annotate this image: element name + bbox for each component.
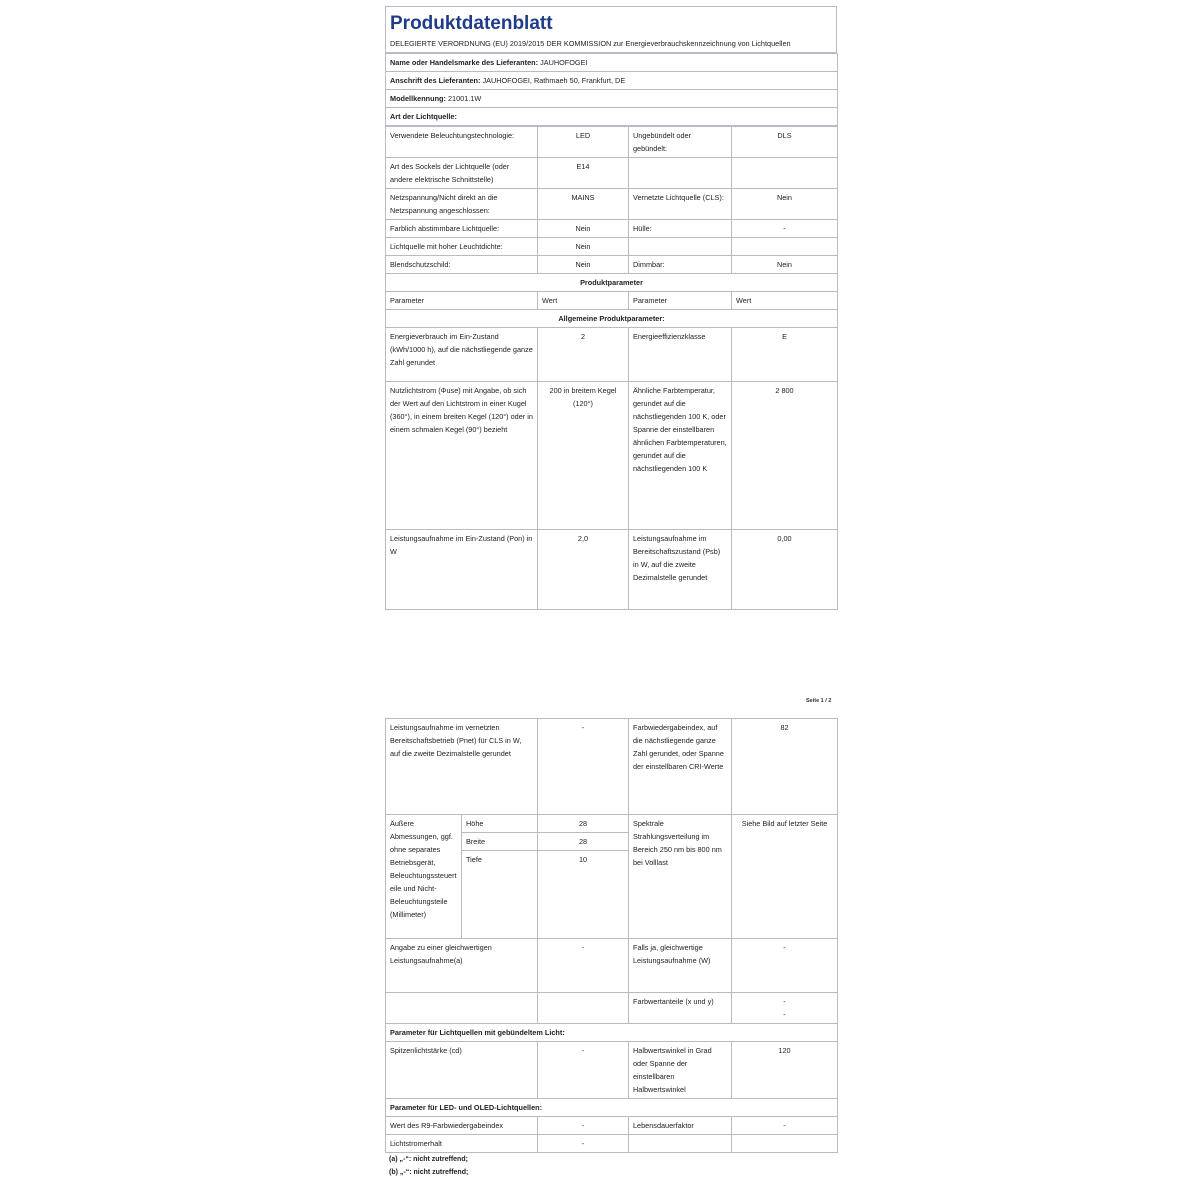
table-row: Leistungsaufnahme im Ein-Zustand (Pon) in W 2,0 Leistungsaufnahme im Bereitschaftszustand (Psb) in W, auf die zweite Dezimalstelle gerundet 0,00 [386,530,838,610]
table-row: Äußere Abmessungen, ggf. ohne separates Betriebsgerät, Beleuchtungssteuerteile und Nicht-Beleuchtungsteile (Millimeter) Höhe 28 Spektrale Strahlungsverteilung im Bereich 250 nm bis 800 nm bei Volllast Siehe Bild auf letzter Seite [386,815,838,833]
document-header [385,6,837,53]
page-1 [385,6,837,679]
page-number: Seite 1 / 2 [806,698,832,704]
light-source-table [385,126,838,610]
light-type-label: Art der Lichtquelle: [386,108,838,126]
parameter-table-continued [385,718,838,1153]
table-row: Nutzlichtstrom (Φuse) mit Angabe, ob sich der Wert auf den Lichtstrom in einer Kugel (360°), in einem breiten Kegel (120°) oder in einem schmalen Kegel (90°) bezieht 200 in breitem Kegel (120°) Ähnliche Farbtemperatur, gerundet auf die nächstliegenden 100 K, oder Spanne der einstellbaren ähnlichen Farbtemperaturen, gerundet auf die nächstliegenden 100 K 2 800 [386,382,838,530]
header-table [385,53,838,126]
page-title: Produktdatenblatt [390,13,553,34]
table-row: Art des Sockels der Lichtquelle (oder andere elektrische Schnittstelle) E14 [386,158,838,189]
table-row: Wert des R9-Farbwiedergabeindex - Lebensdauerfaktor - [386,1117,838,1135]
table-row: Angabe zu einer gleichwertigen Leistungsaufnahme(a) - Falls ja, gleichwertige Leistungsaufnahme (W) - [386,939,838,993]
table-row: Breite 28 [386,833,838,851]
footnote-2: (b) „-“: nicht zutreffend; [389,1169,469,1176]
table-row: Verwendete Beleuchtungstechnologie: LED Ungebündelt oder gebündelt: DLS [386,127,838,158]
table-row: Tiefe 10 [386,851,838,939]
dimensions-label: Äußere Abmessungen, ggf. ohne separates Betriebsgerät, Beleuchtungssteuerteile und Nicht-Beleuchtungsteile (Millimeter) [386,815,462,939]
table-row: Spitzenlichtstärke (cd) - Halbwertswinkel in Grad oder Spanne der einstellbaren Halbwertswinkel 120 [386,1042,838,1099]
table-row: Farbwertanteile (x und y) - - [386,993,838,1024]
general-params-heading: Allgemeine Produktparameter: [386,310,838,328]
table-row: Lichtquelle mit hoher Leuchtdichte: Nein [386,238,838,256]
model-row: Modellkennung: 21001.1W [386,90,838,108]
table-row: Energieverbrauch im Ein-Zustand (kWh/1000 h), auf die nächstliegende ganze Zahl gerundet 2 Energieeffizienzklasse E [386,328,838,382]
table-row: Leistungsaufnahme im vernetzten Bereitschaftsbetrieb (Pnet) für CLS in W, auf die zweite Dezimalstelle gerundet - Farbwiedergabeindex, auf die nächstliegende ganze Zahl gerundet, oder Spanne der einstellbaren CRI-Werte 82 [386,719,838,815]
table-row: Netzspannung/Nicht direkt an die Netzspannung angeschlossen: MAINS Vernetzte Lichtquelle (CLS): Nein [386,189,838,220]
regulation-text: DELEGIERTE VERORDNUNG (EU) 2019/2015 DER KOMMISSION zur Energieverbrauchskennzeichnung von Lichtquellen [390,39,791,48]
supplier-row: Name oder Handelsmarke des Lieferanten: JAUHOFOGEI [386,54,838,72]
directional-params-heading: Parameter für Lichtquellen mit gebündeltem Licht: [386,1024,838,1042]
address-row: Anschrift des Lieferanten: JAUHOFOGEI, Rathmaeh 50, Frankfurt, DE [386,72,838,90]
table-row: Farblich abstimmbare Lichtquelle: Nein Hülle: - [386,220,838,238]
product-params-heading: Produktparameter [386,274,838,292]
column-headers: Parameter Wert Parameter Wert [386,292,838,310]
footnote-1: (a) „-“: nicht zutreffend; [389,1156,468,1163]
led-params-heading: Parameter für LED- und OLED-Lichtquellen: [386,1099,838,1117]
table-row: Lichtstromerhalt - [386,1135,838,1153]
table-row: Blendschutzschild: Nein Dimmbar: Nein [386,256,838,274]
page-2 [385,718,837,1188]
